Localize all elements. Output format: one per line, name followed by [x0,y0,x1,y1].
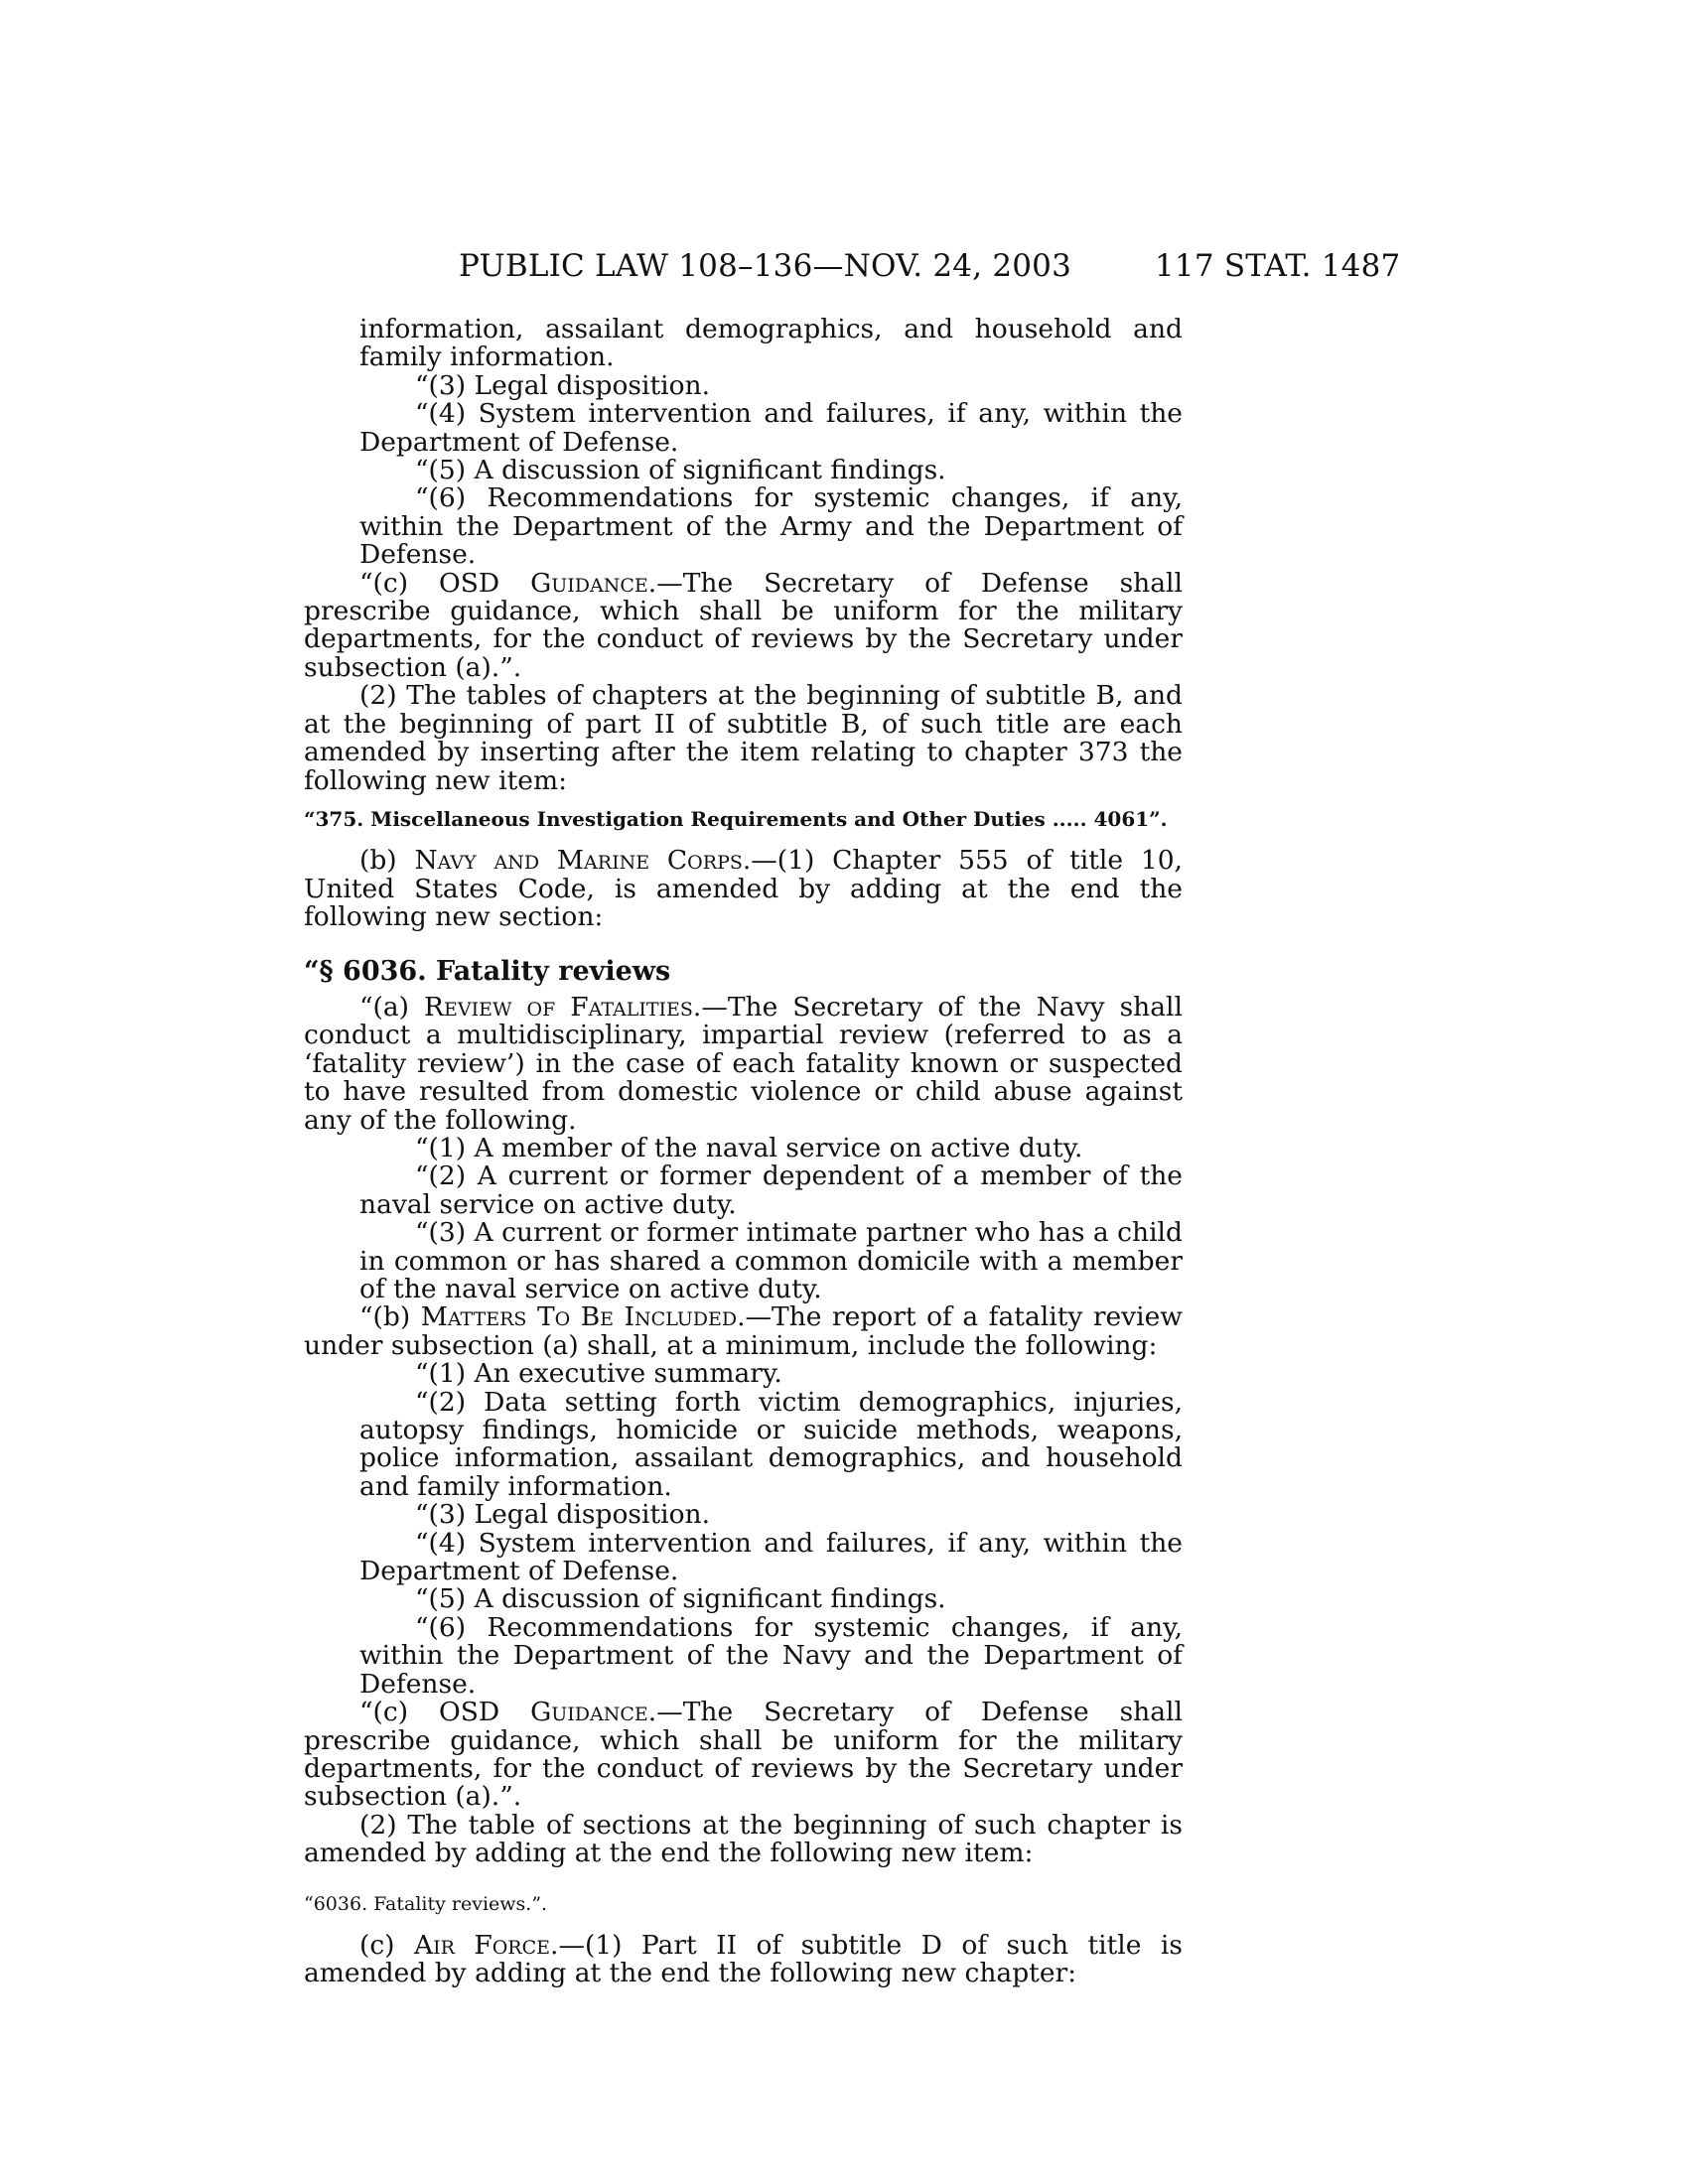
running-header-title: PUBLIC LAW 108–136—NOV. 24, 2003 [459,248,1072,284]
af-c-text: .—(1) Part II of subtitle D of such title is amended by adding at the end the following new chapter: [304,1929,1183,1989]
navy-subsection-b-matters [304,1303,1183,1360]
navy-paragraph-2: (2) The table of sections at the beginning of such chapter is amended by adding at the end the following new item: [304,1809,1183,1869]
navy-b-item-4: “(4) System intervention and failures, if any, within the Department of Defense. [359,1527,1183,1587]
navy-c-prefix: “(c) [359,1697,440,1728]
army-item-3: “(3) Legal disposition. [415,369,711,401]
body-text [304,316,1183,1988]
army-c-prefix: “(c) [359,567,440,599]
navy-a-item-2: “(2) A current or former dependent of a member of the naval service on active duty. [359,1160,1183,1220]
navy-c-text: .—The Secretary of Defense shall prescribe guidance, which shall be uniform for the military departments, for the conduct of reviews by the Secretary under subsection (a).”. [304,1697,1183,1813]
navy-a-item-3: “(3) A current or former intimate partner who has a child in common or has shared a common domicile with a member of the naval service on active duty. [359,1217,1183,1304]
page-stat-citation: 117 STAT. 1487 [1155,248,1401,284]
navy-c-heading: OSD Guidance [439,1697,648,1728]
navy-b-heading: Navy and Marine Corps [414,845,743,877]
navy-b-prefix: (b) [359,845,415,877]
navy-subsection-c [304,1699,1183,1812]
section-table-item: “6036. Fatality reviews.”. [304,1892,548,1915]
air-force-subsection-c [304,1929,1183,1989]
navy-subsection-a [304,991,1183,1136]
navy-b-item-2: “(2) Data setting forth victim demographics, injuries, autopsy findings, homicide or suicide methods, weapons, police information, assailant demographics, and household and family information. [359,1386,1183,1502]
army-subsection-c [304,567,1183,683]
army-paragraph-2: (2) The tables of chapters at the beginning of subtitle B, and at the beginning of part II of subtitle B, of such title are each amended by inserting after the item relating to chapter 373 the following new item: [304,680,1183,796]
af-c-prefix: (c) [359,1929,414,1961]
navy-a-heading: Review of Fatalities [424,991,693,1023]
chapter-table-item: “375. Miscellaneous Investigation Requirements and Other Duties ..... 4061”. [304,806,1168,831]
section-heading: “§ 6036. Fatality reviews [304,955,671,987]
navy-b2-text: .—The report of a fatality review under subsection (a) shall, at a minimum, include the following: [304,1301,1183,1361]
navy-b-item-6: “(6) Recommendations for systemic changes, if any, within the Department of the Navy and the Department of Defense. [359,1611,1183,1700]
navy-a-prefix: “(a) [359,991,425,1023]
navy-a-text: .—The Secretary of the Navy shall conduct a multidisciplinary, impartial review (referred to as a ‘fatality review’) in the case of each fatality known or suspected to have resulted from domestic violence or child abuse against any of the following. [304,991,1183,1136]
navy-a-item-1: “(1) A member of the naval service on active duty. [415,1132,1083,1163]
continued-paragraph: information, assailant demographics, and household and family information. [359,314,1183,373]
army-item-4: “(4) System intervention and failures, if any, within the Department of Defense. [359,398,1183,458]
navy-b-item-1: “(1) An executive summary. [415,1358,782,1390]
af-c-heading: Air Force [413,1929,551,1961]
army-c-heading: OSD Guidance [439,567,648,599]
army-item-6: “(6) Recommendations for systemic changes, if any, within the Department of the Army and the Department of Defense. [359,482,1183,571]
navy-subsection-b [304,847,1183,931]
navy-b2-heading: Matters To Be Included [420,1301,738,1333]
navy-b-item-5: “(5) A discussion of significant findings. [415,1583,946,1615]
army-c-text: .—The Secretary of Defense shall prescribe guidance, which shall be uniform for the military departments, for the conduct of reviews by the Secretary under subsection (a).”. [304,567,1183,683]
navy-b-text: .—(1) Chapter 555 of title 10, United States Code, is amended by adding at the end the following new section: [304,845,1183,933]
army-item-5: “(5) A discussion of significant findings. [415,455,946,486]
navy-b-item-3: “(3) Legal disposition. [415,1499,711,1531]
navy-b2-prefix: “(b) [359,1301,421,1333]
